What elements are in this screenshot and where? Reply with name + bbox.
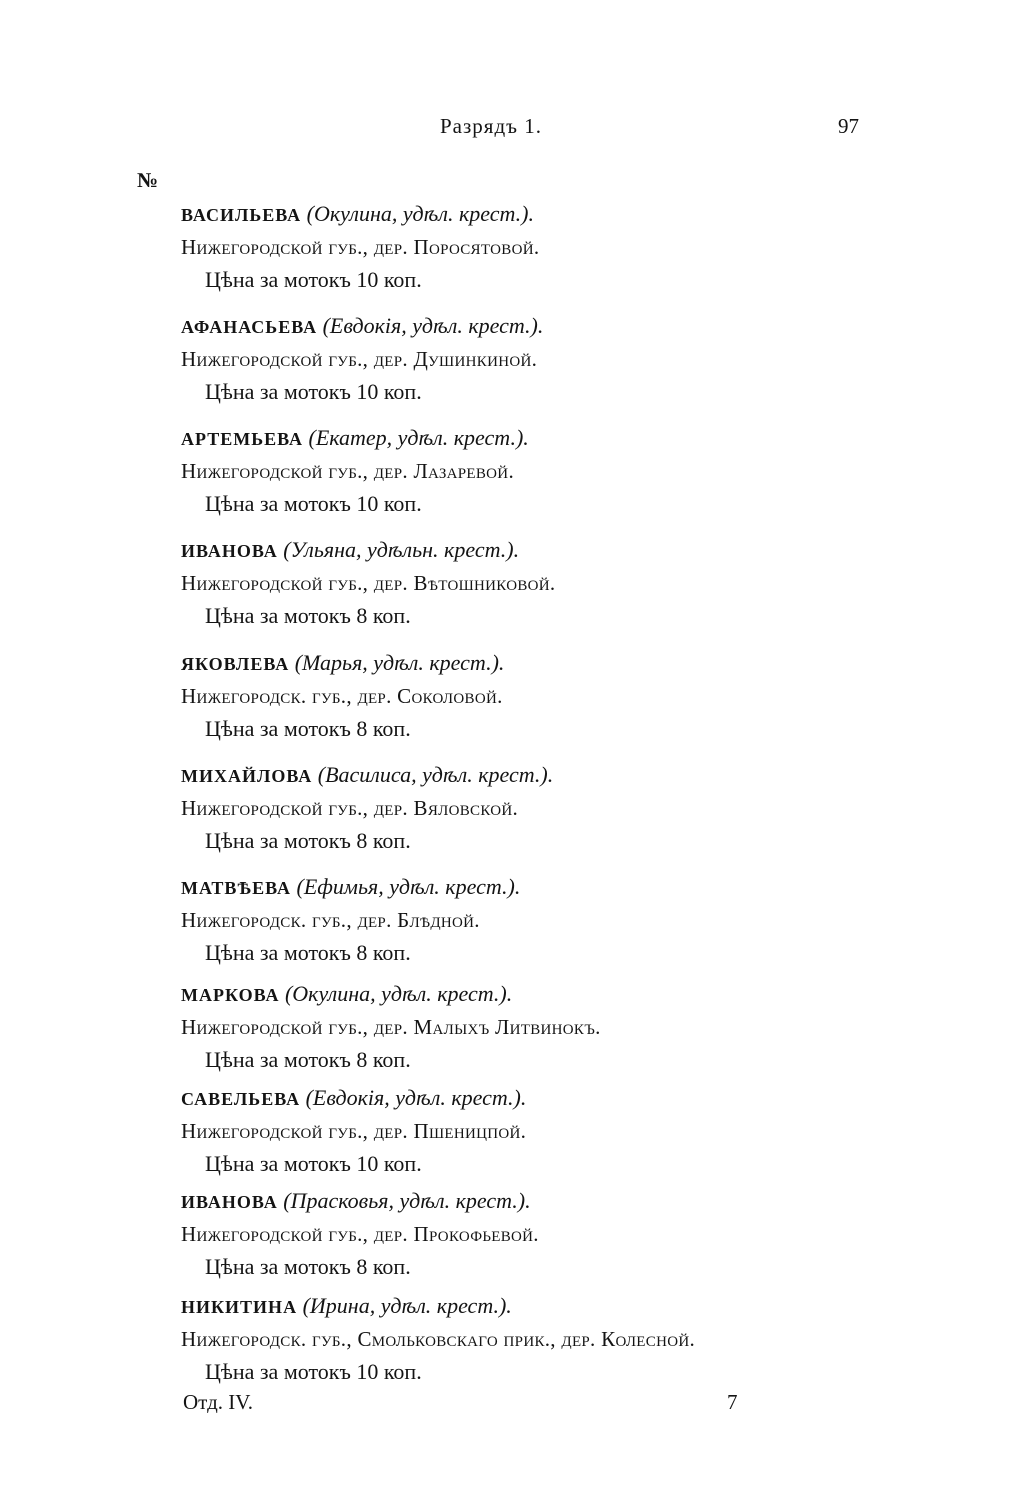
entry-surname: ЯКОВЛЕВА: [181, 654, 290, 674]
entry-heading: [181, 539, 519, 561]
entry-location: Нижегородск. губ., Смольковскаго прик., дер. Колесной.: [181, 1327, 696, 1351]
entry-surname: АРТЕМЬЕВА: [181, 429, 303, 449]
entry-price: Цѣна за мотокъ 10 коп.: [205, 379, 422, 404]
entry-description: (Екатер, удѣл. крест.).: [308, 425, 529, 450]
entry-location: Нижегородской губ., дер. Вяловской.: [181, 796, 519, 820]
entry-surname: НИКИТИНА: [181, 1297, 298, 1317]
entry-surname: МАТВѢЕВА: [181, 878, 292, 898]
entry-location: Нижегородской губ., дер. Малыхъ Литвинокъ.: [181, 1015, 601, 1039]
running-head: [0, 114, 1013, 144]
entry-location: Нижегородск. губ., дер. Блѣдной.: [181, 908, 480, 932]
entry-heading: [181, 764, 553, 786]
section-mark: Отд. IV.: [183, 1390, 253, 1414]
entry-price: Цѣна за мотокъ 8 коп.: [205, 940, 411, 965]
signature-mark: 7: [727, 1390, 738, 1414]
entry-price: Цѣна за мотокъ 10 коп.: [205, 267, 422, 292]
entry-heading: [181, 652, 504, 674]
entry-price: Цѣна за мотокъ 8 коп.: [205, 716, 411, 741]
entry-surname: МАРКОВА: [181, 985, 280, 1005]
entry-heading: [181, 1190, 531, 1212]
entry-description: (Евдокія, удѣл. крест.).: [322, 313, 544, 338]
entry-heading: [181, 1087, 526, 1109]
entry-price: Цѣна за мотокъ 10 коп.: [205, 491, 422, 516]
numero-sign: №: [137, 168, 159, 192]
entry-location: Нижегородской губ., дер. Прокофьевой.: [181, 1222, 539, 1246]
entry-price: Цѣна за мотокъ 8 коп.: [205, 828, 411, 853]
entry-description: (Ирина, удѣл. крест.).: [302, 1293, 512, 1318]
entry-surname: ИВАНОВА: [181, 541, 278, 561]
entry-heading: [181, 427, 529, 449]
entry-description: (Василиса, удѣл. крест.).: [317, 762, 554, 787]
entry-surname: ВАСИЛЬЕВА: [181, 205, 302, 225]
entry-location: Нижегородск. губ., дер. Соколовой.: [181, 684, 503, 708]
entry-description: (Ефимья, удѣл. крест.).: [296, 874, 521, 899]
entry-price: Цѣна за мотокъ 8 коп.: [205, 1047, 411, 1072]
entry-location: Нижегородской губ., дер. Душинкиной.: [181, 347, 538, 371]
entry-location: Нижегородской губ., дер. Вѣтошниковой.: [181, 571, 556, 595]
entry-description: (Ульяна, удѣльн. крест.).: [283, 537, 520, 562]
entry-description: (Окулина, удѣл. крест.).: [284, 981, 513, 1006]
entry-price: Цѣна за мотокъ 8 коп.: [205, 1254, 411, 1279]
entry-surname: ИВАНОВА: [181, 1192, 278, 1212]
entry-heading: [181, 876, 520, 898]
entry-description: (Марья, удѣл. крест.).: [294, 650, 505, 675]
entry-price: Цѣна за мотокъ 10 коп.: [205, 1359, 422, 1384]
entry-heading: [181, 1295, 512, 1317]
entry-location: Нижегородской губ., дер. Поросятовой.: [181, 235, 540, 259]
entry-description: (Евдокія, удѣл. крест.).: [305, 1085, 527, 1110]
entry-price: Цѣна за мотокъ 8 коп.: [205, 603, 411, 628]
entry-price: Цѣна за мотокъ 10 коп.: [205, 1151, 422, 1176]
entry-location: Нижегородской губ., дер. Пшеницпой.: [181, 1119, 527, 1143]
entry-surname: АФАНАСЬЕВА: [181, 317, 318, 337]
entry-surname: МИХАЙЛОВА: [181, 766, 313, 786]
entry-heading: [181, 315, 543, 337]
entry-description: (Прасковья, удѣл. крест.).: [283, 1188, 531, 1213]
running-title: Разрядъ 1.: [440, 114, 542, 138]
entry-surname: САВЕЛЬЕВА: [181, 1089, 301, 1109]
entry-description: (Окулина, удѣл. крест.).: [306, 201, 534, 226]
entry-location: Нижегородской губ., дер. Лазаревой.: [181, 459, 514, 483]
entry-heading: [181, 983, 512, 1005]
page-number: 97: [838, 114, 859, 138]
entry-heading: [181, 203, 534, 225]
